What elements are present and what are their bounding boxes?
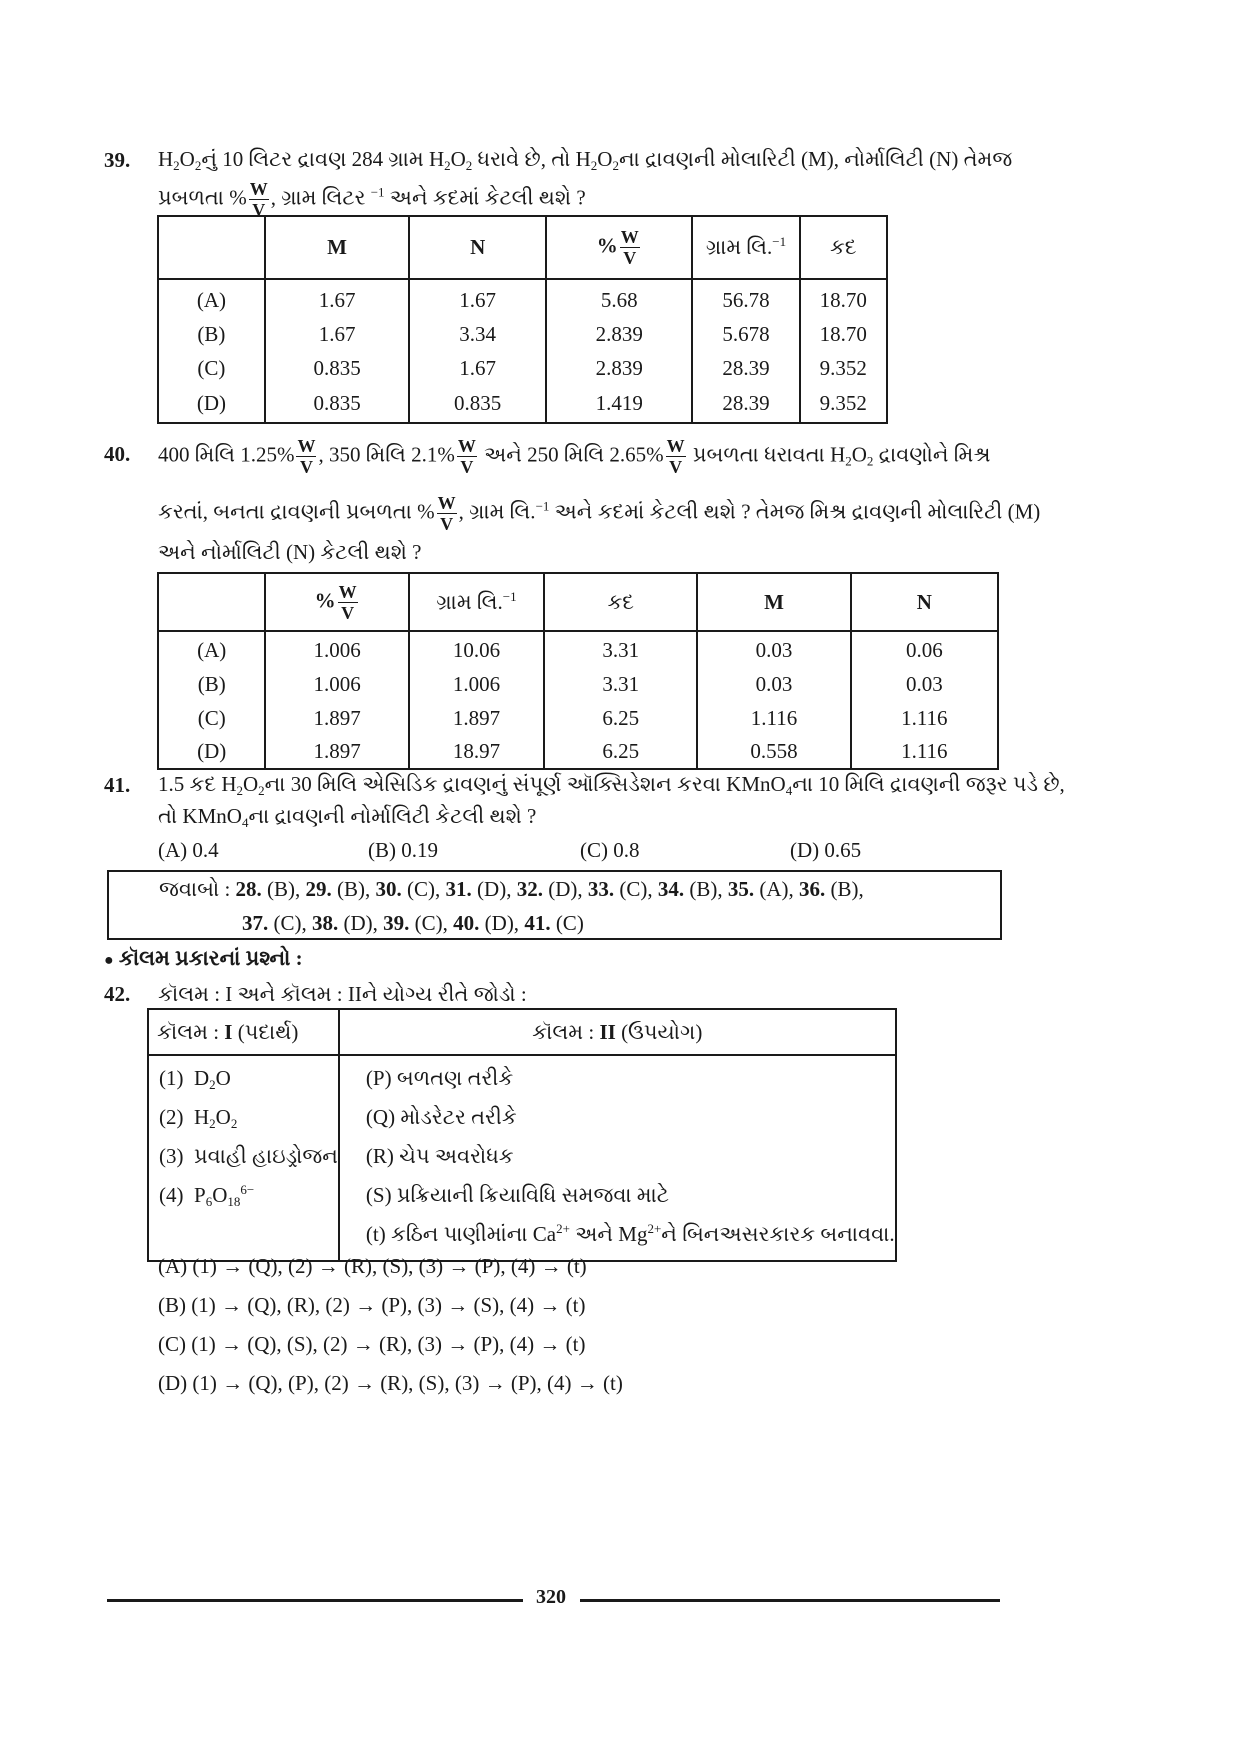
fraction-w-v [437, 494, 457, 533]
row-label: (B) [197, 321, 226, 346]
subscript: 2 [194, 158, 202, 173]
fraction-w-v [338, 583, 358, 622]
answer-question-number: 32. [516, 877, 543, 901]
answer-choice: (C) [550, 911, 584, 935]
header-gram-per-litre [692, 216, 799, 279]
question-40-table [157, 572, 999, 770]
table-cell: 0.835 [265, 351, 410, 385]
row-label: (D) [197, 739, 227, 763]
subscript: 4 [785, 783, 793, 798]
match-header-row [148, 1009, 896, 1055]
question-41-line-2 [158, 802, 536, 830]
answer-entry [511, 877, 582, 901]
question-41-line-1 [158, 770, 1065, 798]
answer-choice: (B), [261, 877, 301, 901]
table-cell: 0.835 [265, 385, 410, 423]
text: મોડરેટર તરીકે [400, 1105, 517, 1129]
column-2-item [366, 1059, 895, 1098]
section-title: કૉલમ પ્રકારનાં પ્રશ્નો : [118, 946, 303, 970]
question-42-prompt: કૉલમ : I અને કૉલમ : IIને યોગ્ય રીતે જોડો : [158, 982, 527, 1006]
footer-rule-left [107, 1599, 523, 1602]
item-label: (1) [159, 1066, 184, 1090]
table-cell: 0.558 [697, 735, 850, 769]
row-label: (B) [197, 671, 226, 696]
table-row [158, 385, 887, 423]
table-cell: 1.67 [409, 351, 546, 385]
answer-key-label: જવાબો : [159, 877, 231, 901]
answer-entry [723, 877, 794, 901]
text: પ્રબળતા % [158, 185, 247, 210]
answer-entry [236, 877, 301, 901]
match-body-row [148, 1055, 896, 1261]
column-2-item [366, 1215, 895, 1254]
option-a: (A) 0.4 [158, 838, 219, 862]
superscript: −1 [370, 184, 385, 200]
answer-choice: (C), [401, 877, 441, 901]
text: II [599, 1019, 616, 1044]
table-header-row [158, 216, 887, 279]
text: O [179, 147, 195, 171]
question-39-line-2 [158, 180, 586, 219]
answer-entry [370, 877, 440, 901]
superscript: −1 [535, 498, 550, 514]
table-cell: 0.03 [697, 667, 850, 701]
text: O [851, 442, 867, 467]
table-cell: 2.839 [546, 351, 692, 385]
table-cell: 1.006 [409, 667, 544, 701]
table-cell: 28.39 [692, 385, 799, 423]
fraction-w-v [457, 437, 477, 476]
text: અને કદમાં કેટલી થશે ? તેમજ મિશ્ર દ્રાવણની મોલારિટી (M) [549, 499, 1041, 524]
denominator: V [440, 514, 454, 534]
table-cell: 3.31 [544, 667, 697, 701]
text: , ગ્રામ લિટર [270, 185, 371, 210]
column-1-item [159, 1059, 338, 1098]
row-label: (A) [196, 288, 226, 312]
answer-choice: (D), [338, 911, 378, 935]
option-b: (B) (1) → (Q), (R), (2) → (P), (3) → (S), (4) → (t) [158, 1293, 586, 1317]
table-cell: 6.25 [544, 701, 697, 735]
item-label: (4) [159, 1183, 184, 1207]
answer-choice: (D), [542, 877, 583, 901]
table-cell: 1.006 [265, 667, 408, 701]
table-cell: 0.03 [851, 667, 998, 701]
header-m: M [265, 216, 410, 279]
answer-choice: (B), [825, 877, 864, 901]
answer-entry [378, 911, 448, 935]
denominator: V [623, 248, 637, 268]
option-d: (D) (1) → (Q), (P), (2) → (R), (S), (3) → (P), (4) → (t) [158, 1371, 623, 1395]
item-label: (t) [365, 1222, 386, 1246]
superscript: −1 [502, 588, 517, 604]
table-row [158, 317, 887, 351]
subscript: 2 [173, 158, 180, 173]
subscript: 4 [241, 815, 249, 830]
text: 1.5 કદ H [158, 772, 237, 796]
answer-entry [653, 877, 723, 901]
answer-choice: (D), [479, 911, 520, 935]
text: અને Mg [569, 1222, 648, 1246]
numerator: W [666, 436, 685, 456]
text: O [215, 1105, 231, 1129]
question-number: 41. [104, 773, 131, 797]
table-cell: 0.835 [409, 385, 546, 423]
text: નું 10 લિટર દ્રાવણ 284 ગ્રામ H [201, 147, 445, 171]
header-volume: કદ [800, 216, 887, 279]
denominator: V [299, 457, 313, 477]
answer-question-number: 30. [375, 877, 402, 901]
text: H [194, 1105, 210, 1129]
answer-choice: (C), [614, 877, 653, 901]
option-a: (A) (1) → (Q), (2) → (R), (S), (3) → (P), (4) → (t) [158, 1254, 587, 1278]
text: અને 250 મિલિ 2.65% [478, 442, 664, 467]
text: કૉલમ : [157, 1019, 225, 1044]
subscript: 2 [236, 783, 243, 798]
percent-sign: % [596, 233, 618, 258]
option-c: (C) (1) → (Q), (S), (2) → (R), (3) → (P), (4) → (t) [158, 1332, 586, 1356]
column-1-items [148, 1055, 339, 1261]
answer-question-number: 34. [657, 877, 685, 901]
text: I [224, 1019, 233, 1044]
table-cell: 10.06 [409, 631, 544, 667]
answer-question-number: 38. [312, 911, 339, 935]
table-cell: 1.419 [546, 385, 692, 423]
header-empty [158, 573, 265, 631]
table-row [158, 667, 998, 701]
answer-choice: (C), [409, 911, 448, 935]
table-cell: 1.67 [265, 317, 410, 351]
text: દ્રાવણોને મિશ્ર [873, 442, 991, 467]
text: કૉલમ : [532, 1019, 600, 1044]
answer-choice: (D), [471, 877, 512, 901]
superscript: 6− [240, 1182, 255, 1197]
text: O [450, 147, 466, 171]
question-39-line-1 [158, 145, 1012, 173]
answer-question-number: 41. [524, 911, 551, 935]
page-number: 320 [536, 1586, 566, 1608]
text: O [597, 147, 613, 171]
header-volume: કદ [544, 573, 697, 631]
header-percent-wv [546, 216, 692, 279]
text: પ્રવાહી હાઇડ્રોજન [194, 1144, 338, 1168]
option-d: (D) 0.65 [790, 838, 862, 862]
item-label: (P) [365, 1066, 392, 1090]
answer-question-number: 29. [305, 877, 332, 901]
table-cell: 1.897 [409, 701, 544, 735]
subscript: 2 [465, 158, 473, 173]
answer-choice: (B), [684, 877, 723, 901]
text: O [215, 1066, 231, 1090]
answer-choice: (B), [331, 877, 371, 901]
table-cell: 18.70 [800, 317, 887, 351]
answer-question-number: 39. [383, 911, 410, 935]
subscript: 6 [205, 1194, 213, 1209]
question-39-table [157, 215, 888, 424]
table-cell: 1.116 [851, 701, 998, 735]
table-cell: 9.352 [800, 385, 887, 423]
text: કરતાં, બનતા દ્રાવણની પ્રબળતા % [158, 499, 435, 524]
header-empty [158, 216, 265, 279]
column-2-header [339, 1009, 896, 1055]
superscript: −1 [772, 234, 787, 249]
table-cell: 0.06 [851, 631, 998, 667]
column-2-items [339, 1055, 896, 1261]
answer-question-number: 31. [445, 877, 472, 901]
text: , ગ્રામ લિ. [458, 499, 536, 524]
header-m: M [697, 573, 850, 631]
section-heading [104, 944, 303, 975]
item-label: (R) [365, 1144, 394, 1168]
superscript: 2+ [556, 1221, 570, 1236]
column-1-item [159, 1137, 338, 1176]
answer-entry [242, 911, 307, 935]
table-cell: 0.03 [697, 631, 850, 667]
question-number: 40. [104, 442, 131, 466]
numerator: W [297, 436, 316, 456]
table-row [158, 631, 998, 667]
question-40-line-2 [158, 494, 1040, 533]
table-cell: 56.78 [692, 279, 799, 317]
percent-sign: % [314, 587, 336, 612]
answer-question-number: 35. [727, 877, 755, 901]
text: ગ્રામ લિ. [705, 235, 773, 259]
text: ધરાવે છે, તો H [472, 147, 591, 171]
subscript: 2 [209, 1116, 216, 1131]
column-2-item [366, 1137, 895, 1176]
answer-entry [583, 877, 653, 901]
header-percent-wv [265, 573, 408, 631]
answer-key-line-1 [159, 875, 864, 903]
table-row [158, 735, 998, 769]
numerator: W [437, 493, 456, 513]
table-row [158, 701, 998, 735]
text: કઠિન પાણીમાંના Ca [391, 1222, 557, 1246]
column-1-item [159, 1098, 338, 1137]
answer-entry [519, 911, 584, 935]
table-cell: 18.97 [409, 735, 544, 769]
match-table [147, 1008, 897, 1262]
answer-key-line-2 [242, 909, 584, 937]
table-cell: 28.39 [692, 351, 799, 385]
table-cell: 18.70 [800, 279, 887, 317]
text: 400 મિલિ 1.25% [158, 442, 295, 467]
text: O [242, 772, 259, 796]
answer-question-number: 37. [242, 911, 269, 935]
denominator: V [669, 457, 683, 477]
column-1-header [148, 1009, 339, 1055]
text: ગ્રામ લિ. [436, 589, 503, 614]
subscript: 18 [227, 1194, 241, 1209]
fraction-w-v [666, 437, 686, 476]
subscript: 2 [590, 158, 598, 173]
answer-entry [440, 877, 511, 901]
item-label: (3) [159, 1144, 184, 1168]
numerator: W [620, 227, 639, 247]
subscript: 2 [866, 453, 874, 469]
fraction-w-v [296, 437, 316, 476]
table-cell: 2.839 [546, 317, 692, 351]
text: ના દ્રાવણની મોલારિટી (M), નોર્માલિટી (N) તેમજ [618, 147, 1013, 171]
text: તો KMnO [158, 804, 242, 828]
question-number: 42. [104, 982, 131, 1006]
row-label: (C) [197, 705, 226, 730]
subscript: 2 [230, 1116, 238, 1131]
numerator: W [457, 436, 476, 456]
item-label: (2) [159, 1105, 184, 1129]
table-cell: 1.897 [265, 735, 408, 769]
column-1-item [159, 1176, 338, 1215]
answer-question-number: 36. [799, 877, 826, 901]
table-cell: 6.25 [544, 735, 697, 769]
numerator: W [338, 581, 357, 602]
item-label: (Q) [365, 1105, 396, 1129]
superscript: 2+ [647, 1221, 662, 1236]
answer-entry [300, 877, 370, 901]
option-b: (B) 0.19 [368, 838, 438, 862]
answer-choice: (C), [268, 911, 307, 935]
subscript: 2 [209, 1077, 216, 1092]
column-2-item [366, 1098, 895, 1137]
table-cell: 1.116 [851, 735, 998, 769]
denominator: V [341, 602, 355, 623]
text: બળતણ તરીકે [396, 1066, 514, 1090]
fraction-w-v [249, 180, 269, 219]
table-cell: 1.897 [265, 701, 408, 735]
subscript: 2 [258, 783, 265, 798]
footer-rule-right [580, 1599, 1000, 1602]
text: D [194, 1066, 210, 1090]
fraction-w-v [620, 228, 640, 267]
table-row [158, 279, 887, 317]
numerator: W [249, 179, 268, 199]
table-cell: 1.67 [265, 279, 410, 317]
row-label: (C) [197, 355, 226, 380]
text: પ્રક્રિયાની ક્રિયાવિધિ સમજવા માટે [396, 1183, 670, 1207]
text: O [212, 1183, 228, 1207]
question-40-line-3: અને નોર્માલિટી (N) કેટલી થશે ? [158, 540, 422, 564]
table-cell: 1.116 [697, 701, 850, 735]
header-gram-per-litre [409, 573, 544, 631]
text: અને કદમાં કેટલી થશે ? [384, 185, 586, 210]
text: ના 10 મિલિ દ્રાવણની જરૂર પડે છે, [792, 772, 1065, 796]
answer-key-box [107, 870, 1002, 940]
table-cell: 5.68 [546, 279, 692, 317]
table-cell: 3.34 [409, 317, 546, 351]
bullet-icon: ● [104, 952, 114, 969]
answer-entry [448, 911, 519, 935]
answer-question-number: 33. [587, 877, 615, 901]
table-row [158, 351, 887, 385]
row-label: (A) [197, 638, 227, 662]
header-n: N [851, 573, 998, 631]
table-cell: 9.352 [800, 351, 887, 385]
denominator: V [460, 457, 474, 477]
answer-choice: (A), [754, 877, 794, 901]
option-c: (C) 0.8 [580, 838, 640, 862]
answer-entry [794, 877, 864, 901]
table-cell: 5.678 [692, 317, 799, 351]
table-cell: 3.31 [544, 631, 697, 667]
row-label: (D) [196, 391, 226, 415]
text: ના 30 મિલિ એસિડિક દ્રાવણનું સંપૂર્ણ ઑક્સિડેશન કરવા KMnO [264, 772, 786, 796]
question-40-line-1 [158, 437, 990, 476]
header-n: N [409, 216, 546, 279]
answer-entry [307, 911, 378, 935]
subscript: 2 [612, 158, 619, 173]
text: ચેપ અવરોધક [399, 1144, 514, 1168]
answer-question-number: 40. [453, 911, 480, 935]
text: પ્રબળતા ધરાવતા H [687, 442, 846, 467]
answer-question-number: 28. [235, 877, 262, 901]
text: H [158, 147, 174, 171]
text: ના દ્રાવણની નોર્માલિટી કેટલી થશે ? [248, 804, 537, 828]
column-2-item [366, 1176, 895, 1215]
table-cell: 1.006 [265, 631, 408, 667]
denominator: V [252, 200, 266, 220]
text: (પદાર્થ) [232, 1019, 299, 1044]
text: P [194, 1183, 206, 1207]
text: ને બિનઅસરકારક બનાવવા. [661, 1222, 895, 1246]
text: (ઉપયોગ) [615, 1019, 703, 1044]
subscript: 2 [444, 158, 451, 173]
subscript: 2 [845, 453, 852, 469]
item-label: (S) [365, 1183, 392, 1207]
question-number: 39. [104, 148, 131, 172]
table-header-row [158, 573, 998, 631]
text: , 350 મિલિ 2.1% [318, 442, 455, 467]
table-cell: 1.67 [409, 279, 546, 317]
